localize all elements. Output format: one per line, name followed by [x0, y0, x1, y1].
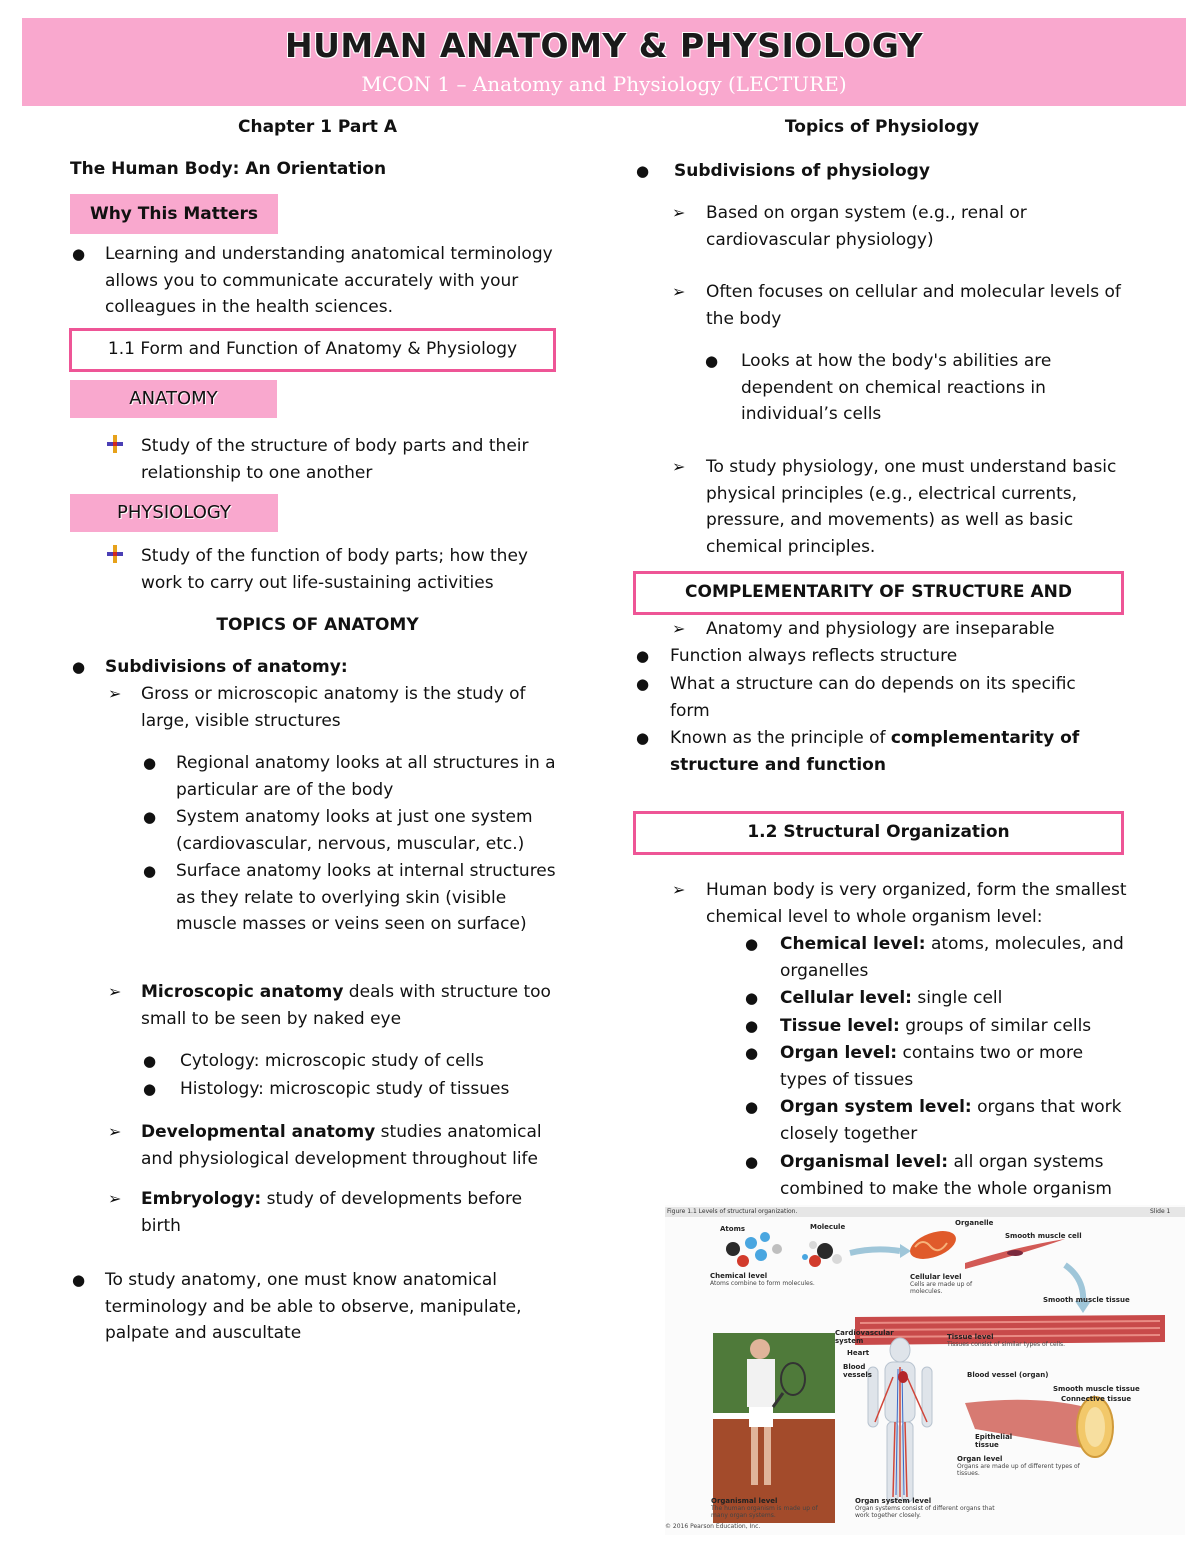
topics-anatomy-heading: TOPICS OF ANATOMY [216, 615, 419, 635]
bullet-icon: ● [72, 245, 86, 263]
arrow-bullet-icon: ➢ [672, 457, 686, 476]
embryology-desc: study of developments before birth [141, 1189, 523, 1236]
developmental-anatomy-term: Developmental anatomy [141, 1122, 376, 1142]
principle-term: complementarity of structure and function [670, 728, 1080, 775]
bullet-icon: ● [143, 754, 157, 772]
fig-cellular-level [910, 1273, 1000, 1295]
fig-molecule-label: Molecule [810, 1223, 846, 1231]
fig-organismal-level-title: Organismal level [711, 1497, 778, 1505]
fig-organ-system-level-title: Organ system level [855, 1497, 932, 1505]
fig-heart-label: Heart [847, 1349, 870, 1357]
bullet-icon: ● [636, 729, 650, 747]
fig-organelle-label: Organelle [955, 1219, 994, 1227]
study-anatomy-text: To study anatomy, one must know anatomical terminology and be able to observe, manipulate, palpate and auscultate [105, 1270, 522, 1343]
fig-organ-level-title: Organ level [957, 1455, 1003, 1463]
cellular-level-item [780, 985, 1130, 1012]
organ-system-physiology-text: Based on organ system (e.g., renal or cardiovascular physiology) [706, 203, 1027, 250]
bullet-icon: ● [636, 647, 650, 665]
bullet-icon: ● [636, 162, 650, 180]
figure-title: Figure 1.1 Levels of structural organization. [667, 1208, 798, 1215]
page-title: HUMAN ANATOMY & PHYSIOLOGY [284, 26, 924, 65]
orientation-heading: The Human Body: An Orientation [70, 159, 387, 179]
fig-tissue-level-title: Tissue level [947, 1333, 994, 1341]
bullet-icon: ● [705, 352, 719, 370]
fig-smooth-muscle-tissue-label: Smooth muscle tissue [1043, 1296, 1130, 1304]
bullet-icon: ● [143, 808, 157, 826]
histology-text: Histology: microscopic study of tissues [180, 1079, 510, 1099]
level-desc: contains two or more types of tissues [780, 1043, 1084, 1090]
arrow-bullet-icon: ➢ [672, 880, 686, 899]
figure-slide-number: Slide 1 [1150, 1208, 1171, 1215]
bullet-icon: ● [143, 862, 157, 880]
fig-cellular-level-title: Cellular level [910, 1273, 962, 1281]
developmental-anatomy-text [141, 1119, 566, 1172]
arrow-bullet-icon: ➢ [672, 282, 686, 301]
fig-organ-system-level [855, 1497, 995, 1519]
fig-organismal-level-desc: The human organism is made up of many organ systems. [711, 1505, 818, 1519]
physiology-heading: PHYSIOLOGY [70, 494, 278, 532]
fig-tissue-level-desc: Tissues consist of similar types of cells. [947, 1341, 1066, 1348]
fig-cardiovascular-label: Cardiovascular system [835, 1329, 894, 1345]
tissue-level-item [780, 1013, 1130, 1040]
level-desc: all organ systems combined to make the whole organism [780, 1152, 1112, 1199]
fig-chemical-level-desc: Atoms combine to form molecules. [710, 1280, 815, 1287]
fig-chemical-level [710, 1272, 820, 1287]
arrow-bullet-icon: ➢ [108, 1189, 122, 1208]
level-name: Tissue level: [780, 1016, 900, 1036]
level-name: Organismal level: [780, 1152, 949, 1172]
cellular-physiology-text: Often focuses on cellular and molecular levels of the body [706, 282, 1121, 329]
level-desc: single cell [911, 988, 1003, 1008]
fig-blood-vessels-label: Blood vessels [843, 1363, 872, 1379]
arrow-bullet-icon: ➢ [672, 619, 686, 638]
fig-organ-system-level-desc: Organ systems consist of different organs that work together closely. [855, 1505, 995, 1519]
complementarity-principle-text [670, 725, 1100, 778]
organ-level-item [780, 1040, 1110, 1093]
principle-prefix: Known as the principle of [670, 728, 891, 748]
fig-smooth-muscle-tissue2-label: Smooth muscle tissue [1053, 1385, 1140, 1393]
figure-illustration [665, 1217, 1185, 1535]
embryology-text [141, 1186, 561, 1239]
bullet-icon: ● [745, 935, 759, 953]
surface-anatomy-text: Surface anatomy looks at internal structures as they relate to overlying skin (visible muscle masses or veins seen on surface) [176, 861, 556, 934]
level-desc: atoms, molecules, and organelles [780, 934, 1124, 981]
physiology-subdivisions: Subdivisions of physiology [674, 161, 930, 181]
bullet-icon: ● [745, 1044, 759, 1062]
arrow-bullet-icon: ➢ [108, 684, 122, 703]
fig-organ-level-desc: Organs are made up of different types of tissues. [957, 1463, 1080, 1477]
fig-smooth-muscle-cell-label: Smooth muscle cell [1005, 1232, 1082, 1240]
reflects-structure-text: Function always reflects structure [670, 646, 958, 666]
section-1-2-box: 1.2 Structural Organization [633, 811, 1124, 855]
microscopic-anatomy-text [141, 979, 561, 1032]
fig-tissue-level [947, 1333, 1077, 1348]
fig-atoms-label: Atoms [720, 1225, 746, 1233]
regional-anatomy-text: Regional anatomy looks at all structures in a particular are of the body [176, 753, 556, 800]
plus-marker-icon [106, 434, 124, 458]
fig-organismal-level [711, 1497, 831, 1519]
organ-system-level-item [780, 1094, 1125, 1147]
structural-organization-figure [665, 1205, 1185, 1535]
fig-cellular-level-desc: Cells are made up of molecules. [910, 1281, 973, 1295]
arrow-bullet-icon: ➢ [108, 1122, 122, 1141]
bullet-icon: ● [72, 658, 86, 676]
section-1-1-box: 1.1 Form and Function of Anatomy & Physiology [69, 328, 556, 372]
anatomy-subdivisions: Subdivisions of anatomy: [105, 657, 348, 677]
fig-copyright: © 2016 Pearson Education, Inc. [665, 1523, 761, 1530]
bullet-icon: ● [143, 1052, 157, 1070]
cytology-text: Cytology: microscopic study of cells [180, 1051, 484, 1071]
bullet-icon: ● [143, 1080, 157, 1098]
gross-anatomy-text: Gross or microscopic anatomy is the study of large, visible structures [141, 684, 526, 731]
study-physiology-text: To study physiology, one must understand basic physical principles (e.g., electrical currents, pressure, and movements) as well as basic chemical principles. [706, 457, 1117, 557]
page-subtitle: MCON 1 – Anatomy and Physiology (LECTURE) [361, 72, 847, 96]
level-desc: groups of similar cells [899, 1016, 1092, 1036]
system-anatomy-text: System anatomy looks at just one system (cardiovascular, nervous, muscular, etc.) [176, 807, 533, 854]
topics-physiology-heading: Topics of Physiology [784, 117, 980, 137]
level-name: Chemical level: [780, 934, 926, 954]
organismal-level-item [780, 1149, 1130, 1202]
fig-blood-vessel-organ-label: Blood vessel (organ) [967, 1371, 1049, 1379]
anatomy-heading: ANATOMY [70, 380, 277, 418]
level-name: Cellular level: [780, 988, 912, 1008]
bullet-icon: ● [636, 675, 650, 693]
level-name: Organ level: [780, 1043, 898, 1063]
bullet-icon: ● [745, 1153, 759, 1171]
arrow-bullet-icon: ➢ [108, 982, 122, 1001]
plus-marker-icon [106, 544, 124, 568]
fig-organ-level [957, 1455, 1087, 1477]
chapter-heading: Chapter 1 Part A [238, 117, 397, 137]
developmental-anatomy-desc: studies anatomical and physiological development throughout life [141, 1122, 542, 1169]
bullet-icon: ● [745, 1017, 759, 1035]
fig-connective-tissue-label: Connective tissue [1061, 1395, 1132, 1403]
bullet-icon: ● [745, 1098, 759, 1116]
embryology-term: Embryology: [141, 1189, 262, 1209]
arrow-bullet-icon: ➢ [672, 203, 686, 222]
specific-form-text: What a structure can do depends on its specific form [670, 674, 1076, 721]
why-matters-heading: Why This Matters [70, 194, 278, 234]
microscopic-anatomy-desc: deals with structure too small to be seen by naked eye [141, 982, 551, 1029]
complementarity-box: COMPLEMENTARITY OF STRUCTURE AND [633, 571, 1124, 615]
bullet-icon: ● [72, 1271, 86, 1289]
inseparable-text: Anatomy and physiology are inseparable [706, 619, 1055, 639]
why-matters-text: Learning and understanding anatomical terminology allows you to communicate accurately with your colleagues in the health sciences. [105, 244, 553, 317]
chemical-level-item [780, 931, 1130, 984]
level-name: Organ system level: [780, 1097, 972, 1117]
fig-epithelial-label: Epithelial tissue [975, 1433, 1013, 1449]
level-desc: organs that work closely together [780, 1097, 1122, 1144]
bullet-icon: ● [745, 989, 759, 1007]
physiology-definition: Study of the function of body parts; how they work to carry out life-sustaining activities [141, 546, 528, 593]
anatomy-definition: Study of the structure of body parts and their relationship to one another [141, 436, 529, 483]
microscopic-anatomy-term: Microscopic anatomy [141, 982, 344, 1002]
fig-chemical-level-title: Chemical level [710, 1272, 768, 1280]
chemical-reactions-text: Looks at how the body's abilities are dependent on chemical reactions in individual’s cells [741, 351, 1052, 424]
organization-text: Human body is very organized, form the smallest chemical level to whole organism level: [706, 880, 1127, 927]
